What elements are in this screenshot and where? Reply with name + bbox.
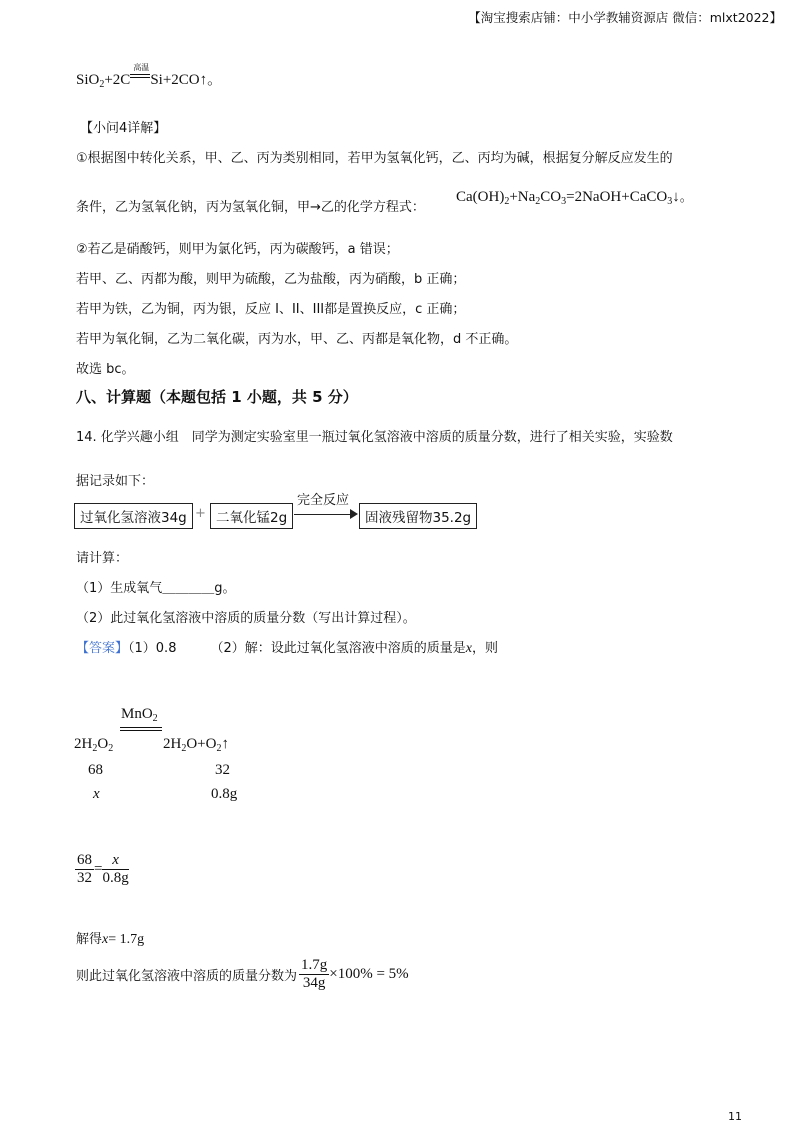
equation-caoh2: $Ca(OH)_2+Na_2CO_3=2NaOH+CaCO_3↓$。 bbox=[456, 189, 693, 207]
question-1: （1）生成氧气＿＿＿＿g。 bbox=[76, 581, 236, 596]
mass-h2o2: 68 bbox=[88, 762, 103, 778]
flow-arrow bbox=[294, 514, 352, 515]
para1-line1: ①根据图中转化关系，甲、乙、丙为类别相同，若甲为氢氧化钙，乙、丙均为碱，根据复分解反应发生的 bbox=[76, 151, 673, 166]
catalyst-label: MnO$_2$ bbox=[121, 706, 158, 724]
flow-plus: + bbox=[195, 506, 206, 521]
final-line: 则此过氧化氢溶液中溶质的质量分数为 $\frac{1.7g}{34g}$ ×100% = 5% bbox=[76, 957, 409, 991]
products: $2H_2O+O_2↑$ bbox=[163, 736, 229, 754]
q14-line2: 据记录如下： bbox=[76, 474, 155, 489]
line-choice: 故选 bc。 bbox=[76, 362, 135, 377]
answer-line: 【答案】（1）0.8 （2）解：设此过氧化氢溶液中溶质的质量是x，则 bbox=[76, 641, 498, 656]
eq-line-top bbox=[120, 727, 162, 728]
line-b: 若甲、乙、丙都为酸，则甲为硫酸，乙为盐酸，丙为硝酸，b 正确； bbox=[76, 272, 466, 287]
flow-box-residue: 固液残留物35.2g bbox=[359, 503, 477, 529]
eq-line-bottom bbox=[120, 730, 162, 731]
mass-o2: 32 bbox=[215, 762, 230, 778]
line-c: 若甲为铁，乙为铜，丙为银，反应 I、II、III都是置换反应，c 正确； bbox=[76, 302, 466, 317]
condition-label: 高温 bbox=[133, 63, 150, 72]
solve-line: 解得x= 1.7g bbox=[76, 932, 145, 947]
ratio-equation: $\frac{68}{32}$ = $\frac{x}{0.8g}$ bbox=[77, 852, 129, 886]
q14-line1: 14. 化学兴趣小组 同学为测定实验室里一瓶过氧化氢溶液中溶质的质量分数，进行了相关实验，实验数 bbox=[76, 430, 673, 445]
para1-line2: 条件，乙为氢氧化钠，丙为氢氧化铜，甲→乙的化学方程式： bbox=[76, 200, 425, 215]
flow-box-mno2: 二氧化锰2g bbox=[210, 503, 293, 529]
line-a: ②若乙是硝酸钙，则甲为氯化钙，丙为碳酸钙，a 错误； bbox=[76, 242, 399, 257]
flow-arrow-label: 完全反应 bbox=[297, 493, 350, 508]
sub4-heading: 【小问4详解】 bbox=[80, 121, 167, 136]
flow-box-h2o2: 过氧化氢溶液34g bbox=[74, 503, 193, 529]
var-x: x bbox=[93, 786, 100, 802]
answer-tag: 【答案】 bbox=[76, 641, 129, 656]
page-number: 11 bbox=[728, 1110, 742, 1123]
equation-sio2: SiO$_2$+2C 高温 Si+2CO↑。 bbox=[76, 63, 223, 90]
flow-arrow-head bbox=[350, 509, 358, 519]
section-title: 八、计算题（本题包括 1 小题，共 5 分） bbox=[76, 388, 358, 406]
value-o2: 0.8g bbox=[211, 786, 238, 802]
page-header: 【淘宝搜索店铺：中小学教辅资源店 微信：mlxt2022】 bbox=[468, 10, 782, 25]
reactant-h2o2: $2H_2O_2$ bbox=[74, 736, 114, 754]
line-d: 若甲为氧化铜，乙为二氧化碳，丙为水，甲、乙、丙都是氧化物，d 不正确。 bbox=[76, 332, 518, 347]
ask-label: 请计算： bbox=[76, 551, 129, 566]
question-2: （2）此过氧化氢溶液中溶质的质量分数（写出计算过程）。 bbox=[76, 611, 416, 626]
